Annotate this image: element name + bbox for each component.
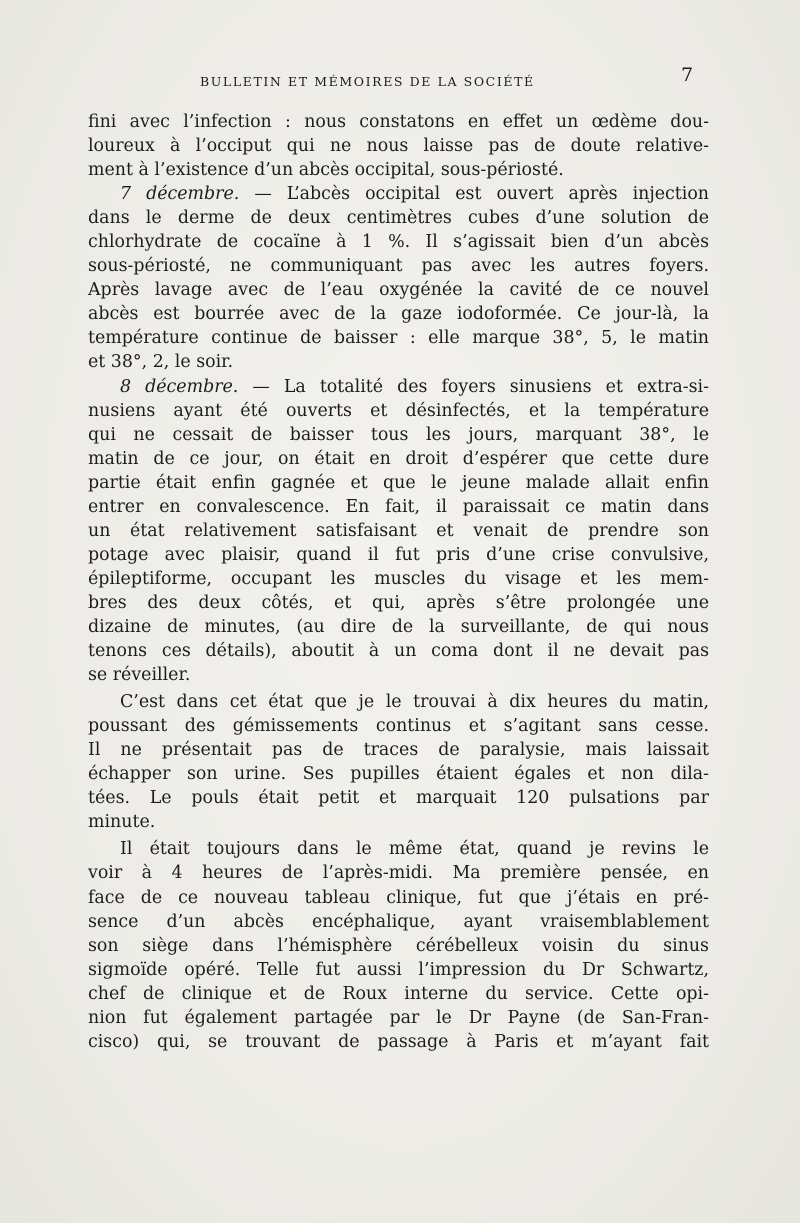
text-line: — L’abcès occipital est ouvert après injection: [254, 184, 709, 205]
text-line: chef de clinique et de Roux interne du service. Cette opi-: [88, 983, 709, 1004]
running-head: [0, 64, 800, 94]
text-line: poussant des gémissements continus et s’agitant sans cesse.: [88, 716, 709, 737]
text-line: nion fut également partagée par le Dr Payne (de San-Fran-: [88, 1007, 709, 1028]
text-line: C’est dans cet état que je le trouvai à dix heures du matin,: [120, 692, 709, 713]
text-line-dated-entry: [88, 182, 709, 206]
text-line: ment à l’existence d’un abcès occipital, sous-périosté.: [88, 160, 564, 181]
running-head-title: BULLETIN ET MÉMOIRES DE LA SOCIÉTÉ: [200, 74, 535, 89]
text-line: sigmoïde opéré. Telle fut aussi l’impression du Dr Schwartz,: [88, 959, 709, 980]
text-line: cisco) qui, se trouvant de passage à Paris et m’ayant fait: [88, 1031, 709, 1052]
text-line: loureux à l’occiput qui ne nous laisse pas de doute relative-: [88, 136, 709, 157]
entry-date: 7 décembre.: [120, 184, 240, 205]
text-line: abcès est bourrée avec de la gaze iodoformée. Ce jour-là, la: [88, 304, 709, 325]
text-line: fini avec l’infection : nous constatons en effet un œdème dou-: [88, 112, 709, 132]
page-number: 7: [681, 64, 694, 86]
text-line: partie était enfin gagnée et que le jeune malade allait enfin: [88, 472, 709, 493]
text-line: dans le derme de deux centimètres cubes d’une solution de: [88, 208, 709, 229]
text-line: qui ne cessait de baisser tous les jours, marquant 38°, le: [88, 424, 709, 445]
text-line: échapper son urine. Ses pupilles étaient égales et non dila-: [88, 764, 709, 785]
text-line: entrer en convalescence. En fait, il paraissait ce matin dans: [88, 496, 709, 517]
text-line: son siège dans l’hémisphère cérébelleux voisin du sinus: [88, 935, 709, 956]
text-line: et 38°, 2, le soir.: [88, 352, 234, 373]
entry-date: 8 décembre.: [120, 376, 239, 397]
text-line: bres des deux côtés, et qui, après s’être prolongée une: [88, 592, 709, 613]
text-line: matin de ce jour, on était en droit d’espérer que cette dure: [88, 448, 709, 469]
text-line: — La totalité des foyers sinusiens et extra-si-: [252, 376, 709, 397]
text-line: voir à 4 heures de l’après-midi. Ma première pensée, en: [88, 863, 709, 884]
text-line: tenons ces détails), aboutit à un coma dont il ne devait pas: [88, 641, 709, 662]
text-line: épileptiforme, occupant les muscles du visage et les mem-: [88, 568, 709, 589]
text-line: Après lavage avec de l’eau oxygénée la cavité de ce nouvel: [88, 280, 709, 301]
text-line-dated-entry: [88, 375, 709, 399]
text-line: minute.: [88, 812, 156, 833]
body-text: [88, 110, 709, 1054]
text-line: un état relativement satisfaisant et venait de prendre son: [88, 520, 709, 541]
text-line: Il ne présentait pas de traces de paralysie, mais laissait: [88, 740, 709, 761]
text-line: dizaine de minutes, (au dire de la surveillante, de qui nous: [88, 616, 709, 637]
text-line: se réveiller.: [88, 665, 191, 686]
text-line: Il était toujours dans le même état, quand je revins le: [120, 839, 709, 860]
text-line: sence d’un abcès encéphalique, ayant vraisemblablement: [88, 911, 709, 932]
text-line: face de ce nouveau tableau clinique, fut que j’étais en pré-: [88, 887, 709, 908]
text-line: tées. Le pouls était petit et marquait 120 pulsations par: [88, 788, 709, 809]
text-line: nusiens ayant été ouverts et désinfectés, et la température: [88, 400, 709, 421]
text-line: sous-périosté, ne communiquant pas avec les autres foyers.: [88, 256, 709, 277]
text-line: potage avec plaisir, quand il fut pris d’une crise convulsive,: [88, 544, 709, 565]
text-line: chlorhydrate de cocaïne à 1 %. Il s’agissait bien d’un abcès: [88, 232, 709, 253]
text-line: température continue de baisser : elle marque 38°, 5, le matin: [88, 328, 709, 349]
